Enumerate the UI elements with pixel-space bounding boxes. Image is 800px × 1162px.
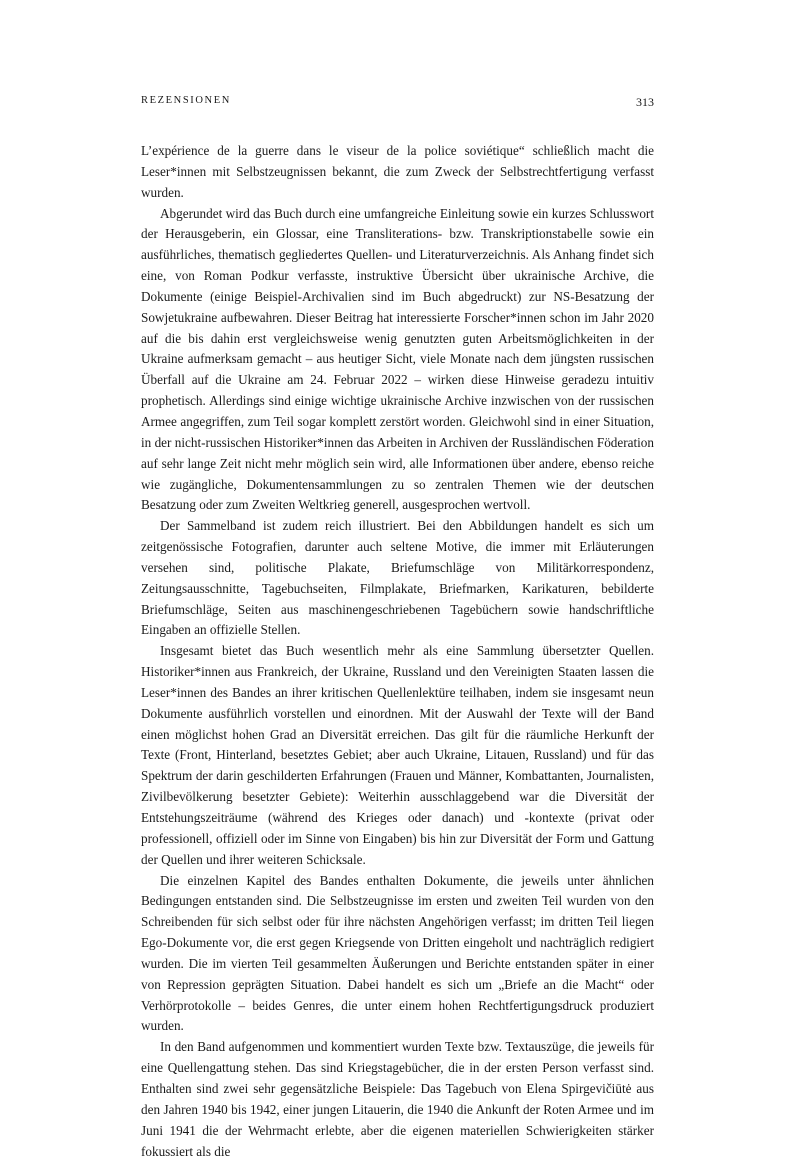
paragraph: Die einzelnen Kapitel des Bandes enthalten Dokumente, die jeweils unter ähnlichen Bedingungen entstanden sind. Die Selbstzeugnisse im ersten und zweiten Teil wurden von den Schreibenden für sich selbst oder für ihre nächsten Angehörigen verfasst; im dritten Teil liegen Ego-Dokumente vor, die erst gegen Kriegsende von Dritten eingeholt und nachträglich redigiert wurden. Die im vierten Teil gesammelten Äußerungen und Berichte entstanden später in einer von Repression geprägten Situation. Dabei handelt es sich um „Briefe an die Macht“ oder Verhörprotokolle – beides Genres, die unter einem hohen Rechtfertigungsdruck produziert wurden.: [141, 872, 654, 1034]
body-text: [141, 141, 654, 1162]
paragraph: In den Band aufgenommen und kommentiert wurden Texte bzw. Textauszüge, die jeweils für eine Quellengattung stehen. Das sind Kriegstagebücher, die in der ersten Person verfasst sind. Enthalten sind zwei sehr gegensätzliche Beispiele: Das Tagebuch von Elena Spirgevičiūtė aus den Jahren 1940 bis 1942, einer jungen Litauerin, die 1940 die Ankunft der Roten Armee und im Juni 1941 die der Wehrmacht erlebte, aber die eigenen materiellen Schwierigkeiten stärker fokussiert als die: [141, 1039, 654, 1159]
paragraph: Abgerundet wird das Buch durch eine umfangreiche Einleitung sowie ein kurzes Schlusswort der Herausgeberin, ein Glossar, eine Transliterations- bzw. Transkriptionstabelle sowie ein ausführliches, thematisch gegliedertes Quellen- und Literaturverzeichnis. Als Anhang findet sich eine, von Roman Podkur verfasste, instruktive Übersicht über ukrainische Archive, die Dokumente (einige Beispiel-Archivalien sind im Buch abgedruckt) zur NS-Besatzung der Sowjetukraine aufbewahren. Dieser Beitrag hat interessierte Forscher*innen schon im Jahr 2020 auf die bis dahin erst vergleichsweise wenig genutzten guten Arbeitsmöglichkeiten in der Ukraine aufmerksam gemacht – aus heutiger Sicht, viele Monate nach dem jüngsten russischen Überfall auf die Ukraine am 24. Februar 2022 – wirken diese Hinweise geradezu intuitiv prophetisch. Allerdings sind einige wichtige ukrainische Archive inzwischen von der russischen Armee angegriffen, zum Teil sogar komplett zerstört worden. Gleichwohl sind in einer Situation, in der nicht-russischen Historiker*innen das Arbeiten in Archiven der Russländischen Föderation auf sehr lange Zeit nicht mehr möglich sein wird, alle Informationen über andere, ebenso reiche wie zugängliche, Dokumentensammlungen zu so zentralen Themen wie der deutschen Besatzung oder zum Zweiten Weltkrieg generell, ausgesprochen wertvoll.: [141, 205, 654, 513]
paragraph: L’expérience de la guerre dans le viseur de la police soviétique“ schließlich macht die Leser*innen mit Selbstzeugnissen bekannt, die zum Zweck der Selbstrechtfertigung verfasst wurden.: [141, 143, 654, 200]
page-number: 313: [636, 95, 654, 109]
section-title: REZENSIONEN: [141, 95, 231, 106]
paragraph: Insgesamt bietet das Buch wesentlich mehr als eine Sammlung übersetzter Quellen. Historiker*innen aus Frankreich, der Ukraine, Russland und den Vereinigten Staaten lassen die Leser*innen des Bandes an ihrer kritischen Quellenlektüre teilhaben, indem sie insgesamt neun Dokumente ausführlich vorstellen und einordnen. Mit der Auswahl der Texte will der Band einen möglichst hohen Grad an Diversität erreichen. Das gilt für die räumliche Herkunft der Texte (Front, Hinterland, besetztes Gebiet; aber auch Ukraine, Litauen, Russland) und für das Spektrum der darin geschilderten Erfahrungen (Frauen und Männer, Kombattanten, Journalisten, Zivilbevölkerung besetzter Gebiete): Weiterhin ausschlaggebend war die Diversität der Entstehungszeiträume (während des Krieges oder danach) und -kontexte (privat oder professionell, offiziell oder im Sinne von Eingaben) bis hin zur Diversität der Form und Gattung der Quellen und ihrer weiteren Schicksale.: [141, 643, 654, 867]
running-head: [141, 95, 654, 111]
paragraph: Der Sammelband ist zudem reich illustriert. Bei den Abbildungen handelt es sich um zeitgenössische Fotografien, darunter auch seltene Motive, die immer mit Erläuterungen versehen sind, politische Plakate, Briefumschläge von Militärkorrespondenz, Zeitungsausschnitte, Tagebuchseiten, Filmplakate, Briefmarken, Karikaturen, bebilderte Briefumschläge, Seiten aus maschinengeschriebenen Tagebüchern sowie handschriftliche Eingaben an offizielle Stellen.: [141, 518, 654, 638]
